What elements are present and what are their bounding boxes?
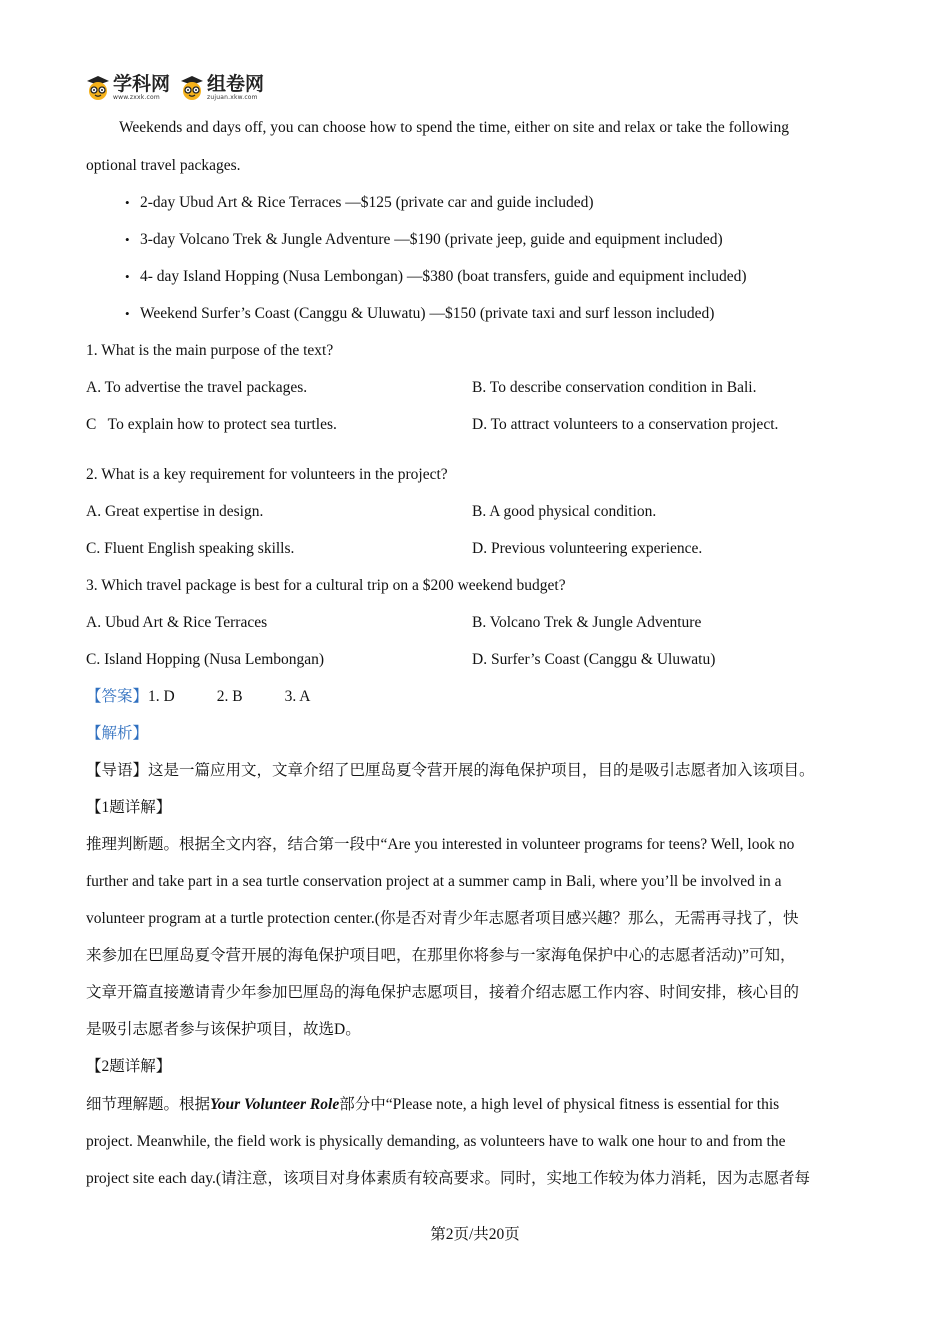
- package-item: 4- day Island Hopping (Nusa Lembongan) —$380 (boat transfers, guide and equipment included): [140, 268, 747, 285]
- q1-detail-label: 【1题详解】: [86, 799, 172, 816]
- option-d: D. Previous volunteering experience.: [472, 540, 703, 557]
- bullet-icon: •: [125, 269, 130, 284]
- answer-3: 3. A: [284, 688, 311, 705]
- q2-detail-rest: 部分中“Please note, a high level of physical fitness is essential for this: [339, 1096, 780, 1113]
- option-c: C To explain how to protect sea turtles.: [86, 416, 337, 433]
- q1-detail-line: further and take part in a sea turtle conservation project at a summer camp in Bali, where you’ll be involved in a: [86, 873, 782, 890]
- q1-detail-line: volunteer program at a turtle protection center.(你是否对青少年志愿者项目感兴趣？那么，无需再寻找了，快: [86, 910, 799, 927]
- q2-detail-label: 【2题详解】: [86, 1058, 172, 1075]
- logo-zxxk-url: www.zxxk.com: [113, 94, 160, 101]
- answer-2: 2. B: [216, 688, 243, 705]
- option-b: B. To describe conservation condition in Bali.: [472, 379, 757, 396]
- logo-zxxk: [86, 74, 170, 101]
- option-a: A. Ubud Art & Rice Terraces: [86, 614, 268, 631]
- question-stem: 1. What is the main purpose of the text?: [86, 342, 334, 359]
- q1-detail-line: 是吸引志愿者参与该保护项目，故选D。: [86, 1021, 361, 1038]
- logo-zujuan-url: zujuan.xkw.com: [207, 94, 258, 101]
- intro-line-1: Weekends and days off, you can choose how to spend the time, either on site and relax or take the following: [119, 119, 789, 136]
- bullet-icon: •: [125, 306, 130, 321]
- logo-zxxk-name: 学科网: [113, 73, 171, 95]
- mascot-icon: [180, 75, 204, 101]
- package-item: 3-day Volcano Trek & Jungle Adventure —$190 (private jeep, guide and equipment included): [140, 231, 723, 248]
- q2-detail-line: project site each day.(请注意，该项目对身体素质有较高要求。同时，实地工作较为体力消耗，因为志愿者每: [86, 1170, 810, 1187]
- question-stem: 3. Which travel package is best for a cultural trip on a $200 weekend budget?: [86, 577, 566, 594]
- answer-1: 1. D: [148, 688, 175, 705]
- q2-detail-line: project. Meanwhile, the field work is physically demanding, as volunteers have to walk one hour to and from the: [86, 1133, 786, 1150]
- option-a: A. To advertise the travel packages.: [86, 379, 308, 396]
- logo-zujuan-name: 组卷网: [207, 73, 265, 95]
- analysis-label: 【解析】: [86, 725, 149, 742]
- page-number: 第2页/共20页: [430, 1226, 520, 1243]
- option-c: C. Fluent English speaking skills.: [86, 540, 295, 557]
- mascot-icon: [86, 75, 110, 101]
- option-c: C. Island Hopping (Nusa Lembongan): [86, 651, 325, 668]
- package-item: 2-day Ubud Art & Rice Terraces —$125 (private car and guide included): [140, 194, 594, 211]
- option-a: A. Great expertise in design.: [86, 503, 264, 520]
- q2-detail-prefix: 细节理解题。根据: [86, 1096, 211, 1113]
- guide-line: [86, 761, 815, 781]
- answer-line: [86, 687, 310, 707]
- bullet-icon: •: [125, 195, 130, 210]
- q1-detail-line: 来参加在巴厘岛夏令营开展的海龟保护项目吧，在那里你将参与一家海龟保护中心的志愿者活动)”可知，: [86, 947, 796, 964]
- guide-label: 【导语】: [86, 762, 149, 779]
- section-title: Your Volunteer Role: [210, 1096, 340, 1113]
- option-d: D. To attract volunteers to a conservation project.: [472, 416, 779, 433]
- logo-zujuan: [180, 74, 264, 101]
- q1-detail-line: 推理判断题。根据全文内容，结合第一段中“Are you interested in volunteer programs for teens? Well, look no: [86, 836, 795, 853]
- header-logos: [86, 74, 264, 101]
- q1-detail-line: 文章开篇直接邀请青少年参加巴厘岛的海龟保护志愿项目，接着介绍志愿工作内容、时间安排，核心目的: [86, 984, 800, 1001]
- intro-line-2: optional travel packages.: [86, 157, 241, 174]
- option-b: B. Volcano Trek & Jungle Adventure: [472, 614, 702, 631]
- package-item: Weekend Surfer’s Coast (Canggu & Uluwatu) —$150 (private taxi and surf lesson included): [140, 305, 715, 322]
- guide-text: 这是一篇应用文，文章介绍了巴厘岛夏令营开展的海龟保护项目，目的是吸引志愿者加入该项目。: [148, 762, 815, 779]
- bullet-icon: •: [125, 232, 130, 247]
- q2-detail-line: [86, 1095, 779, 1115]
- answer-label: 【答案】: [86, 688, 149, 705]
- question-stem: 2. What is a key requirement for volunteers in the project?: [86, 466, 448, 483]
- option-d: D. Surfer’s Coast (Canggu & Uluwatu): [472, 651, 716, 668]
- option-b: B. A good physical condition.: [472, 503, 657, 520]
